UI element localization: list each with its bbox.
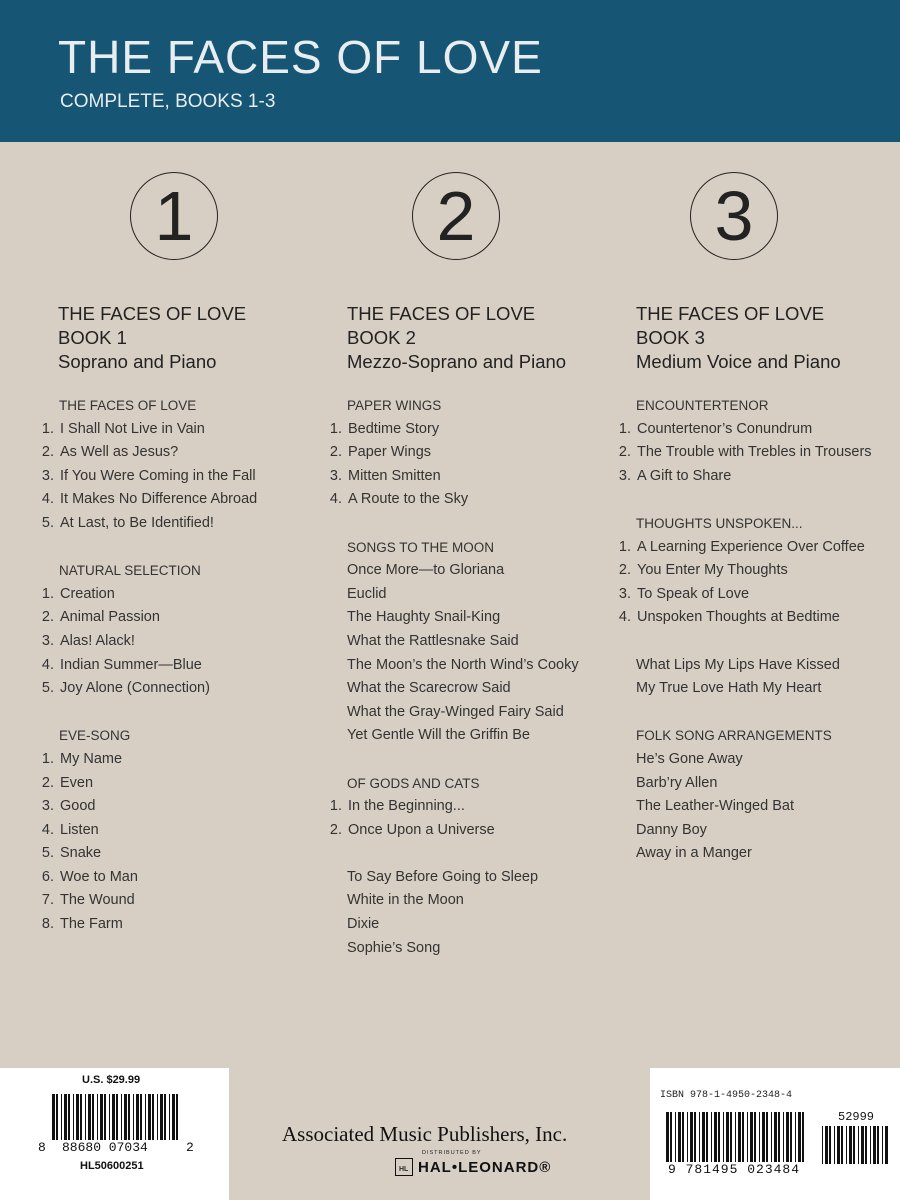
song-number: 4.: [41, 491, 54, 508]
song-title: Barb’ry Allen: [636, 774, 718, 791]
song-number: 4.: [41, 821, 54, 838]
barcode-bar: [870, 1126, 871, 1164]
song-item: [40, 465, 330, 489]
book-voice: Soprano and Piano: [58, 351, 217, 372]
song-item: [40, 418, 330, 442]
song-item: [328, 418, 618, 442]
book-series: THE FACES OF LOVE: [347, 303, 536, 324]
barcode-bar: [829, 1126, 831, 1164]
song-title: Woe to Man: [60, 868, 138, 885]
song-number: 2.: [41, 609, 54, 626]
song-number: 5.: [41, 845, 54, 862]
barcode-bar: [711, 1112, 712, 1162]
song-item: [328, 654, 618, 678]
isbn-label: [650, 1068, 900, 1200]
song-item: [328, 488, 618, 512]
song-number: 1.: [329, 798, 342, 815]
barcode-bar: [100, 1094, 103, 1140]
song-item: [617, 677, 900, 701]
song-title: It Makes No Difference Abroad: [60, 491, 258, 508]
song-title: What the Rattlesnake Said: [347, 632, 519, 649]
song-cycle-section: [40, 394, 330, 536]
song-number: 1.: [618, 538, 631, 555]
section-title: OF GODS AND CATS: [347, 775, 480, 791]
song-title: At Last, to Be Identified!: [60, 514, 214, 531]
song-item: [40, 606, 330, 630]
song-item: [617, 583, 900, 607]
song-title: A Learning Experience Over Coffee: [637, 538, 865, 555]
barcode-bar: [169, 1094, 170, 1140]
song-title: My True Love Hath My Heart: [636, 680, 822, 697]
song-title: The Leather-Winged Bat: [636, 798, 794, 815]
song-item: [328, 583, 618, 607]
barcode-bar: [88, 1094, 91, 1140]
song-title: Joy Alone (Connection): [60, 680, 210, 697]
song-number: 7.: [41, 892, 54, 909]
barcode-bar: [176, 1094, 178, 1140]
section-title: THOUGHTS UNSPOKEN...: [636, 515, 803, 531]
book-heading: [58, 302, 330, 374]
barcode-bar: [687, 1112, 688, 1162]
song-number: 3.: [41, 632, 54, 649]
song-title: Sophie’s Song: [347, 939, 441, 956]
barcode-bar: [702, 1112, 705, 1162]
barcode-bar: [145, 1094, 146, 1140]
song-title: My Name: [60, 750, 123, 767]
barcode-bar: [718, 1112, 720, 1162]
song-title: Once More—to Gloriana: [347, 562, 505, 579]
song-title: Yet Gentle Will the Griffin Be: [347, 727, 530, 744]
book-number-circle: 3: [690, 172, 778, 260]
song-number: 2.: [618, 562, 631, 579]
publisher-name: Associated Music Publishers, Inc.: [282, 1122, 568, 1146]
song-title: Danny Boy: [636, 821, 707, 838]
song-title: What the Gray-Winged Fairy Said: [347, 703, 564, 720]
barcode-bar: [771, 1112, 772, 1162]
song-item: [40, 654, 330, 678]
song-number: 1.: [329, 420, 342, 437]
barcode-bar: [152, 1094, 154, 1140]
song-number: 6.: [41, 868, 54, 885]
song-item: [328, 465, 618, 489]
song-number: 2.: [41, 774, 54, 791]
barcode-bar: [121, 1094, 122, 1140]
book-heading: [636, 302, 900, 374]
book-number-circle: 2: [412, 172, 500, 260]
barcode-bar: [73, 1094, 74, 1140]
song-cycle-section: [617, 724, 900, 866]
book-column-1: [40, 172, 330, 960]
barcode-bar: [783, 1112, 784, 1162]
barcode-bar: [846, 1126, 847, 1164]
barcode-bar: [861, 1126, 864, 1164]
song-title: He’s Gone Away: [636, 750, 743, 767]
barcode-bar: [690, 1112, 693, 1162]
price-barcode: [822, 1126, 888, 1164]
barcode-bar: [666, 1112, 669, 1162]
barcode-bar: [759, 1112, 760, 1162]
barcode-bar: [92, 1094, 94, 1140]
barcode-bar: [76, 1094, 79, 1140]
song-title: Euclid: [347, 585, 387, 602]
upc-barcode: [52, 1094, 182, 1142]
song-number: 1.: [41, 750, 54, 767]
song-item: [617, 654, 900, 678]
song-item: [617, 606, 900, 630]
barcode-bar: [762, 1112, 765, 1162]
song-cycle-section: [328, 772, 618, 843]
barcode-bar: [116, 1094, 118, 1140]
barcode-bar: [766, 1112, 768, 1162]
barcode-bar: [790, 1112, 792, 1162]
barcode-bar: [682, 1112, 684, 1162]
song-title: The Moon’s the North Wind’s Cooky: [347, 656, 579, 673]
song-title: As Well as Jesus?: [60, 444, 179, 461]
song-number: 3.: [618, 467, 631, 484]
barcode-bar: [136, 1094, 139, 1140]
book-column-3: [617, 172, 900, 889]
song-title: To Speak of Love: [637, 585, 750, 602]
song-number: 3.: [329, 467, 342, 484]
barcode-bar: [157, 1094, 158, 1140]
barcode-bar: [730, 1112, 732, 1162]
barcode-bar: [795, 1112, 796, 1162]
song-number: 2.: [329, 444, 342, 461]
song-item: [617, 772, 900, 796]
barcode-bar: [148, 1094, 151, 1140]
song-cycle-section: [617, 394, 900, 488]
barcode-bar: [798, 1112, 801, 1162]
section-title: FOLK SONG ARRANGEMENTS: [636, 728, 832, 744]
song-cycle-section: [328, 866, 618, 960]
book-number-circle: 1: [130, 172, 218, 260]
song-item: [328, 606, 618, 630]
song-item: [40, 441, 330, 465]
book-heading: [347, 302, 618, 374]
song-number: 3.: [618, 585, 631, 602]
barcode-bar: [133, 1094, 134, 1140]
barcode-bar: [104, 1094, 106, 1140]
section-title: SONGS TO THE MOON: [347, 539, 495, 555]
song-item: [617, 559, 900, 583]
song-item: [328, 889, 618, 913]
song-item: [617, 418, 900, 442]
barcode-bar: [841, 1126, 843, 1164]
song-number: 5.: [41, 514, 54, 531]
song-title: In the Beginning...: [348, 798, 465, 815]
song-number: 4.: [329, 491, 342, 508]
barcode-bar: [140, 1094, 142, 1140]
song-item: [40, 866, 330, 890]
song-title: Paper Wings: [348, 444, 432, 461]
song-item: [617, 441, 900, 465]
barcode-bar: [675, 1112, 676, 1162]
section-title: NATURAL SELECTION: [59, 563, 201, 579]
barcode-bar: [877, 1126, 879, 1164]
barcode-bar: [64, 1094, 67, 1140]
barcode-bar: [56, 1094, 58, 1140]
barcode-bar: [726, 1112, 729, 1162]
barcode-bar: [834, 1126, 835, 1164]
song-number: 3.: [41, 798, 54, 815]
song-title: What the Scarecrow Said: [347, 680, 511, 697]
song-title: Alas! Alack!: [60, 632, 135, 649]
song-item: [328, 937, 618, 961]
upc-digits: 88680 07034: [62, 1140, 148, 1155]
barcode-bar: [112, 1094, 115, 1140]
product-code: HL50600251: [80, 1160, 144, 1172]
barcode-bar: [825, 1126, 828, 1164]
barcode-bar: [670, 1112, 672, 1162]
book-series: THE FACES OF LOVE: [58, 303, 247, 324]
song-title: Once Upon a Universe: [348, 821, 495, 838]
song-item: [40, 772, 330, 796]
upc-label: [0, 1068, 229, 1200]
song-cycle-section: [617, 654, 900, 701]
song-title: Dixie: [347, 916, 380, 933]
upc-digit-right: 2: [186, 1140, 194, 1155]
song-item: [328, 724, 618, 748]
page-subtitle: COMPLETE, BOOKS 1-3: [60, 91, 276, 112]
song-title: If You Were Coming in the Fall: [60, 467, 256, 484]
barcode-bar: [699, 1112, 700, 1162]
song-cycle-section: [40, 724, 330, 936]
song-item: [328, 866, 618, 890]
song-item: [617, 748, 900, 772]
song-item: [40, 913, 330, 937]
song-title: The Trouble with Trebles in Trousers: [637, 444, 872, 461]
song-item: [617, 842, 900, 866]
song-number: 3.: [41, 467, 54, 484]
song-item: [328, 559, 618, 583]
song-title: Snake: [60, 845, 102, 862]
book-voice: Medium Voice and Piano: [636, 351, 841, 372]
song-title: A Gift to Share: [637, 467, 732, 484]
song-item: [617, 536, 900, 560]
barcode-bar: [882, 1126, 883, 1164]
song-title: The Wound: [60, 892, 135, 909]
upc-digit-left: 8: [38, 1140, 46, 1155]
barcode-bar: [172, 1094, 175, 1140]
song-item: [40, 488, 330, 512]
song-title: Listen: [60, 821, 99, 838]
barcode-bar: [858, 1126, 859, 1164]
song-item: [40, 677, 330, 701]
song-item: [328, 913, 618, 937]
barcode-bar: [738, 1112, 741, 1162]
song-title: Animal Passion: [60, 609, 160, 626]
song-item: [328, 677, 618, 701]
section-title: ENCOUNTERTENOR: [636, 398, 769, 413]
song-item: [328, 795, 618, 819]
isbn-barcode: [666, 1112, 806, 1164]
cover-header: [0, 0, 900, 142]
song-item: [617, 795, 900, 819]
book-book: BOOK 2: [347, 327, 416, 348]
song-number: 2.: [41, 444, 54, 461]
barcode-bar: [109, 1094, 110, 1140]
barcode-bar: [124, 1094, 127, 1140]
barcode-bar: [694, 1112, 696, 1162]
barcode-bar: [735, 1112, 736, 1162]
song-item: [328, 701, 618, 725]
song-title: Good: [60, 798, 96, 815]
barcode-bar: [849, 1126, 852, 1164]
barcode-bar: [714, 1112, 717, 1162]
song-item: [40, 842, 330, 866]
song-item: [40, 889, 330, 913]
song-item: [328, 441, 618, 465]
song-title: A Route to the Sky: [348, 491, 469, 508]
barcode-bar: [774, 1112, 777, 1162]
song-title: You Enter My Thoughts: [637, 562, 788, 579]
song-item: [40, 795, 330, 819]
barcode-bar: [802, 1112, 804, 1162]
distributed-by: DISTRIBUTED BY: [422, 1150, 482, 1156]
barcode-bar: [865, 1126, 867, 1164]
barcode-bar: [778, 1112, 780, 1162]
song-title: What Lips My Lips Have Kissed: [636, 656, 840, 673]
book-voice: Mezzo-Soprano and Piano: [347, 351, 567, 372]
song-title: White in the Moon: [347, 892, 464, 909]
song-item: [328, 630, 618, 654]
barcode-bar: [68, 1094, 70, 1140]
song-number: 1.: [41, 420, 54, 437]
song-cycle-section: [328, 394, 618, 512]
barcode-bar: [97, 1094, 98, 1140]
section-title: THE FACES OF LOVE: [59, 398, 197, 413]
barcode-bar: [837, 1126, 840, 1164]
song-number: 5.: [41, 680, 54, 697]
barcode-bar: [822, 1126, 823, 1164]
song-number: 1.: [618, 420, 631, 437]
book-series: THE FACES OF LOVE: [636, 303, 825, 324]
hal-leonard-mark: [395, 1158, 413, 1176]
barcode-bar: [885, 1126, 888, 1164]
song-number: 8.: [41, 916, 54, 933]
song-title: I Shall Not Live in Vain: [60, 420, 205, 437]
barcode-bar: [786, 1112, 789, 1162]
barcode-bar: [61, 1094, 62, 1140]
section-title: PAPER WINGS: [347, 398, 442, 413]
book-book: BOOK 1: [58, 327, 127, 348]
song-title: Even: [60, 774, 94, 791]
price: U.S. $29.99: [82, 1074, 141, 1086]
barcode-bar: [853, 1126, 855, 1164]
section-title: EVE-SONG: [59, 728, 131, 744]
song-number: 1.: [41, 585, 54, 602]
barcode-bar: [723, 1112, 724, 1162]
barcode-bar: [706, 1112, 708, 1162]
song-item: [40, 583, 330, 607]
song-title: Away in a Manger: [636, 845, 752, 862]
barcode-bar: [128, 1094, 130, 1140]
song-cycle-section: [617, 512, 900, 630]
song-number: 4.: [41, 656, 54, 673]
barcode-bar: [164, 1094, 166, 1140]
song-title: Mitten Smitten: [348, 467, 441, 484]
song-title: Unspoken Thoughts at Bedtime: [637, 609, 840, 626]
song-item: [40, 630, 330, 654]
song-item: [617, 819, 900, 843]
hal-leonard-mark-text: HL: [399, 1166, 409, 1173]
song-title: To Say Before Going to Sleep: [347, 868, 539, 885]
book-book: BOOK 3: [636, 327, 705, 348]
barcode-bar: [742, 1112, 744, 1162]
isbn-barcode-digits: 9 781495 023484: [668, 1162, 801, 1177]
barcode-bar: [52, 1094, 55, 1140]
isbn-price-code: 52999: [838, 1110, 875, 1124]
song-item: [328, 819, 618, 843]
song-number: 2.: [618, 444, 631, 461]
song-title: Countertenor’s Conundrum: [637, 420, 813, 437]
song-item: [40, 819, 330, 843]
barcode-bar: [160, 1094, 163, 1140]
hal-leonard-logo: [395, 1158, 551, 1176]
barcode-bar: [747, 1112, 748, 1162]
song-item: [617, 465, 900, 489]
song-item: [40, 748, 330, 772]
song-title: Indian Summer—Blue: [60, 656, 202, 673]
barcode-bar: [750, 1112, 753, 1162]
isbn-number: ISBN 978-1-4950-2348-4: [660, 1090, 793, 1101]
song-title: Bedtime Story: [348, 420, 440, 437]
distributor-name: HAL•LEONARD®: [418, 1158, 552, 1176]
song-cycle-section: [328, 536, 618, 748]
barcode-bar: [873, 1126, 876, 1164]
song-title: The Haughty Snail-King: [347, 609, 501, 626]
song-item: [40, 512, 330, 536]
barcode-bar: [80, 1094, 82, 1140]
song-number: 2.: [329, 821, 342, 838]
song-cycle-section: [40, 559, 330, 701]
page-title: THE FACES OF LOVE: [58, 31, 543, 83]
song-title: The Farm: [60, 916, 123, 933]
song-number: 4.: [618, 609, 631, 626]
barcode-bar: [754, 1112, 756, 1162]
book-column-2: [328, 172, 618, 984]
barcode-bar: [85, 1094, 86, 1140]
song-title: Creation: [60, 585, 115, 602]
barcode-bar: [678, 1112, 681, 1162]
